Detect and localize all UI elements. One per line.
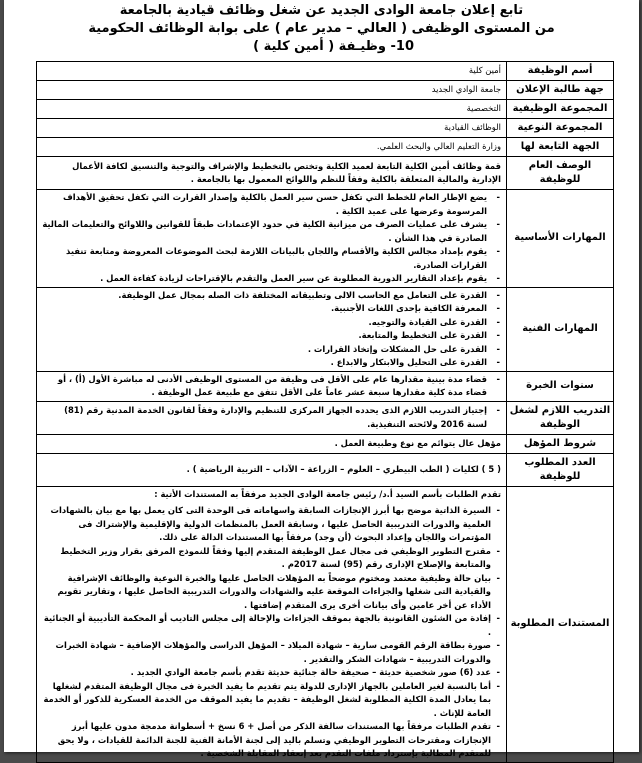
list-item: - إفادة من الشئون القانونية بالجهة بموقف الجزاءات والإحالة إلى مجلس التاديب أو المحكمة التأديبية أو الجنائية . bbox=[43, 613, 500, 637]
row-value: التخصصية bbox=[37, 100, 507, 119]
header-line-1: تابع إعلان جامعة الوادى الجديد عن شغل وظائف قيادية بالجامعة bbox=[119, 3, 524, 18]
list-item: - القدرة على التحليل والابتكار والابداع . bbox=[330, 357, 500, 367]
row-value: مؤهل عال يتوائم مع نوع وطبيعة العمل . bbox=[37, 434, 507, 453]
list-item: - يقوم بإعداد التقارير الدورية المطلوبة عن سير العمل والتقدم بالإقتراحات لزيادة كفاءة العمل . bbox=[100, 273, 500, 283]
row-label: الجهة التابعة لها bbox=[507, 138, 614, 157]
list-item: - السيرة الذاتية موضح بها أبرز الإنجازات السابقة واسهاماته فى الوحدة التى كان يعمل بها مع بيان بالشهادات العلمية والدورات التدريبية الحاصل عليها ، وسابقة العمل بالمنظمات الدولية والإقليمية والإشتراك فى المؤتمرات واللجان وإعداد البحوث (أن وجد) مرفقاً بها المستندات الدالة على ذلك. bbox=[50, 505, 500, 542]
list-item: - أما بالنسبة لغير العاملين بالجهاز الإدارى للدولة يتم تقديم ما يفيد الخبرة فى مجال الوظيفة المتقدم لشغلها بما يعادل المدة الكلية المطلوبة لشغل الوظيفة – تقديم ما يفيد الموقف من الخدمة العسكرية للذكور أو الخدمة العامة للإناث . bbox=[43, 680, 500, 718]
announcement-header bbox=[4, 0, 639, 56]
list-item: - مقترح التطوير الوظيفي فى مجال عمل الوظيفة المتقدم إليها وفقاً للنموذج المرفق بقرار وزير التخطيط والمتابعة والإصلاح الإدارى رقم (95) لسنة 2017م . bbox=[60, 545, 500, 569]
row-label: شروط المؤهل bbox=[507, 434, 614, 453]
table-row-required-count bbox=[37, 453, 614, 486]
row-label: أسم الوظيفة bbox=[507, 62, 614, 81]
list-item: - القدرة على التعامل مع الحاسب الالى وتطبيقاته المختلفة ذات الصله بمجال عمل الوظيفة. bbox=[118, 289, 500, 300]
basic-skills-list bbox=[42, 191, 501, 286]
list-item: - تقدم الطلبات مرفقاً بها المستندات سالفة الذكر من أصل + 6 نسخ + أسطوانة مدمجة مدون عليها أبرز الإنجازات ومقترحات التطوير الوظيفي وتسلم باليد إلى لجنة الأمانة الفنية للجنة الدائمة للقيادات ، ولا يحق للمتقدم المطالبة بإسترداد ملفات التقدم بعد إنعقاد المقابلة الشخصية . bbox=[57, 721, 500, 758]
document-page bbox=[4, 0, 639, 758]
row-label: المهارات الأساسية bbox=[507, 190, 614, 288]
row-value: قمة وظائف أمين الكلية التابعة لعميد الكلية وتختص بالتخطيط والإشراف والتوجية والتنسيق لكافة الأعمال الإدارية والمالية المتعلقة بالكلية وفقاً للنظم واللوائح المعمول بها بالجامعة . bbox=[37, 157, 507, 190]
row-value: جامعة الوادي الجديد bbox=[37, 81, 507, 100]
row-label: سنوات الخبرة bbox=[507, 371, 614, 401]
row-label: العدد المطلوب للوظيفة bbox=[507, 453, 614, 486]
table-row-affiliated-entity bbox=[37, 138, 614, 157]
table-row-job-name bbox=[37, 62, 614, 81]
experience-list bbox=[42, 373, 501, 400]
training-list bbox=[42, 404, 501, 431]
list-item: - قضاء مدة بينية مقدارها عام على الأقل فى وظيفة من المستوى الوظيفى الأدنى له مباشرة الأول (أ) ، أو قضاء مدة كلية مقدارها سبعة عشر عاماً على الأقل تتفق مع طبيعة عمل الوظيفة . bbox=[57, 373, 500, 397]
row-label: التدريب اللازم لشغل الوظيفة bbox=[507, 401, 614, 434]
list-item: - صورة بطاقة الرقم القومى سارية – شهادة الميلاد – المؤهل الدراسى والمؤهلات الإضافية – شهادة الخبرات والدورات التدريبية – شهادات الشكر والتقدير . bbox=[55, 640, 500, 664]
table-row-qualification bbox=[37, 434, 614, 453]
table-row-basic-skills bbox=[37, 190, 614, 288]
list-item: - القدرة على القيادة والتوجيه. bbox=[368, 316, 500, 327]
table-row-qualitative-group bbox=[37, 119, 614, 138]
table-row-functional-group bbox=[37, 100, 614, 119]
table-row-requesting-entity bbox=[37, 81, 614, 100]
row-value: ( 5 ) لكليات ( الطب البيطري – العلوم – الزراعة – الآداب – التربية الرياضية ) . bbox=[37, 453, 507, 486]
list-item: - القدرة على حل المشكلات وإتخاذ القرارات . bbox=[307, 343, 500, 354]
list-item: - المعرفة الكافية بإحدى اللغات الأجنبية. bbox=[330, 303, 500, 313]
job-details-table bbox=[36, 61, 614, 763]
row-label: الوصف العام للوظيفة bbox=[507, 157, 614, 190]
list-item: - يضع الإطار العام للخطط التي تكفل حسن سير العمل بالكلية وإصدار القرارت التي تكفل تحقيق الأهداف المرسومة وعرضها على عميد الكلية . bbox=[62, 192, 500, 216]
documents-list bbox=[42, 504, 501, 761]
list-item: - يشرف على عمليات الصرف من ميزانية الكلية في حدود الإعتمادات طبقاً للقوانين واللاوائح والتعليمات المالية الصادرة في هذا الشأن . bbox=[42, 219, 500, 243]
row-value: أمين كلية bbox=[37, 62, 507, 81]
table-row-technical-skills bbox=[37, 287, 614, 371]
row-label: المجموعة الوظيفية bbox=[507, 100, 614, 119]
row-value: وزارة التعليم العالي والبحث العلمي. bbox=[37, 138, 507, 157]
header-line-2: من المستوى الوظيفى ( العالي – مدير عام ) على بوابة الوظائف الحكومية bbox=[88, 21, 555, 36]
row-label: المستندات المطلوبة bbox=[507, 486, 614, 762]
technical-skills-list bbox=[42, 289, 501, 370]
list-item: - القدرة على التخطيط والمتابعة. bbox=[358, 330, 500, 340]
table-row-required-training bbox=[37, 401, 614, 434]
row-label: المجموعة النوعية bbox=[507, 119, 614, 138]
documents-intro: تقدم الطلبات بأسم السيد أ.د/ رئيس جامعة الوادى الجديد مرفقاً به المستندات الأتية : bbox=[154, 488, 501, 499]
row-label: المهارات الفنية bbox=[507, 287, 614, 371]
list-item: - إجتياز التدريب اللازم الذى يحدده الجهاز المركزى للتنظيم والإدارة وفقاً لقانون الخدمة المدنية رقم (81) لسنة 2016 ولائحته التنفيذية. bbox=[64, 405, 500, 429]
table-row-experience-years bbox=[37, 371, 614, 401]
table-row-general-description bbox=[37, 157, 614, 190]
job-title-heading: 10- وظيـفة ( أمين كلية ) bbox=[253, 39, 414, 54]
list-item: - عدد (6) صور شخصية حديثة – صحيفة حالة جنائية حديثة تقدم بأسم جامعة الوادي الجديد . bbox=[130, 667, 500, 677]
row-value: الوظائف القيادية bbox=[37, 119, 507, 138]
list-item: - يقوم بإمداد مجالس الكلية والأقسام واللجان بالبيانات اللازمة لبحث الموضوعات المعروضة ومتابعة تنفيذ القرارات الصادرة. bbox=[65, 246, 500, 270]
row-label: جهة طالبة الإعلان bbox=[507, 81, 614, 100]
list-item: - بيان حالة وظيفية معتمد ومختوم موضحاً به المؤهلات الحاصل عليها والخبرة النوعية والوظائف الإشرافية والقيادية التى شغلها والجزاءات الموقعة عليه والشهادات والدورات التدريبية الحاصل عليها ، وتقارير تقويم الأداء عن أخر عامين وأى بيانات أخرى يرى المتقدم إضافتها . bbox=[57, 572, 500, 610]
table-row-required-documents bbox=[37, 486, 614, 762]
